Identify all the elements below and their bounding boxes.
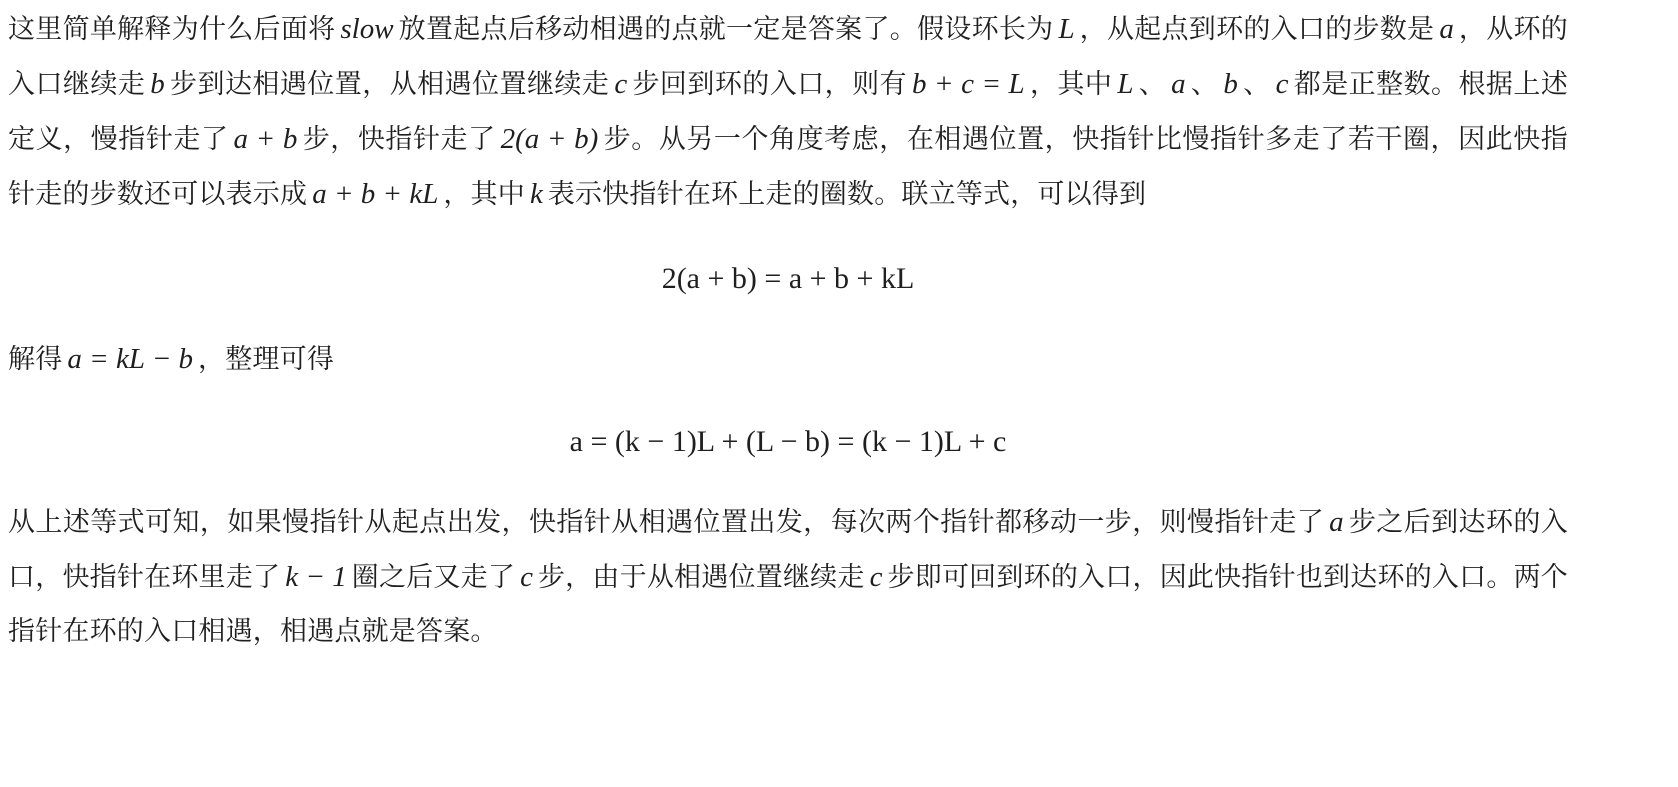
math-a: a bbox=[1439, 13, 1454, 45]
text-run: 步之后到达环的入口，快指针在环里走了 bbox=[8, 507, 1568, 593]
text-run: 圈之后又走了 bbox=[351, 562, 516, 593]
math-L: L bbox=[1117, 68, 1134, 100]
solve-paragraph bbox=[8, 332, 1568, 387]
text-run: 、 bbox=[1190, 69, 1219, 100]
math-a-plus-b: a + b bbox=[233, 123, 298, 155]
text-run: 解得 bbox=[8, 344, 63, 375]
math-b: b bbox=[1223, 68, 1238, 100]
math-k: k bbox=[529, 178, 543, 210]
math-a: a bbox=[1329, 506, 1344, 538]
text-run: 、 bbox=[1242, 69, 1271, 100]
math-c: c bbox=[869, 561, 883, 593]
text-run: 这里简单解释为什么后面将 bbox=[8, 14, 336, 45]
display-equation-2: a = (k − 1)L + (L − b) = (k − 1)L + c bbox=[569, 425, 1007, 458]
text-run: 步回到环的入口，则有 bbox=[632, 69, 908, 100]
display-equation-1: 2(a + b) = a + b + kL bbox=[661, 262, 915, 295]
text-run: 步。从另一个角度考虑，在相遇位置，快指针比慢指针多走了若干圈，因此快指针走的步数还可以表示成 bbox=[8, 124, 1569, 210]
explanation-paragraph bbox=[8, 2, 1568, 222]
math-L: L bbox=[1058, 13, 1075, 45]
text-run: 步即可回到环的入口，因此快指针也到达环的入口。两个指针在环的入口相遇，相遇点就是答案。 bbox=[8, 562, 1569, 647]
text-run: 都是正整数。根据上述定义，慢指针走了 bbox=[8, 69, 1569, 155]
text-run: 表示快指针在环上走的圈数。联立等式，可以得到 bbox=[547, 179, 1147, 210]
text-run: 从上述等式可知，如果慢指针从起点出发，快指针从相遇位置出发，每次两个指针都移动一步，则慢指针走了 bbox=[8, 507, 1325, 538]
math-k-minus-1: k − 1 bbox=[285, 561, 347, 593]
text-run: ，从环的入口继续走 bbox=[8, 14, 1568, 100]
text-run: ，从起点到环的入口的步数是 bbox=[1079, 14, 1435, 45]
math-c: c bbox=[1275, 68, 1289, 100]
text-run: 步，由于从相遇位置继续走 bbox=[537, 562, 865, 593]
text-run: 步到达相遇位置，从相遇位置继续走 bbox=[169, 69, 610, 100]
math-c: c bbox=[614, 68, 628, 100]
document-body bbox=[8, 0, 1568, 659]
math-slow: slow bbox=[340, 13, 394, 45]
conclusion-paragraph bbox=[8, 495, 1568, 659]
math-a: a bbox=[1171, 68, 1186, 100]
math-c: c bbox=[520, 561, 533, 593]
math-a-eq-kL-minus-b: a = kL − b bbox=[67, 343, 194, 375]
text-run: ，其中 bbox=[1029, 69, 1113, 100]
math-a-plus-b-plus-kL: a + b + kL bbox=[312, 178, 439, 210]
text-run: ，整理可得 bbox=[198, 344, 335, 375]
text-run: ，其中 bbox=[443, 179, 525, 210]
text-run: 放置起点后移动相遇的点就一定是答案了。假设环长为 bbox=[398, 14, 1054, 45]
math-2-a-plus-b: 2(a + b) bbox=[500, 123, 599, 155]
math-b: b bbox=[150, 68, 165, 100]
text-run: 、 bbox=[1138, 69, 1167, 100]
math-b-plus-c-eq-L: b + c = L bbox=[912, 68, 1025, 100]
text-run: 步，快指针走了 bbox=[302, 124, 496, 155]
